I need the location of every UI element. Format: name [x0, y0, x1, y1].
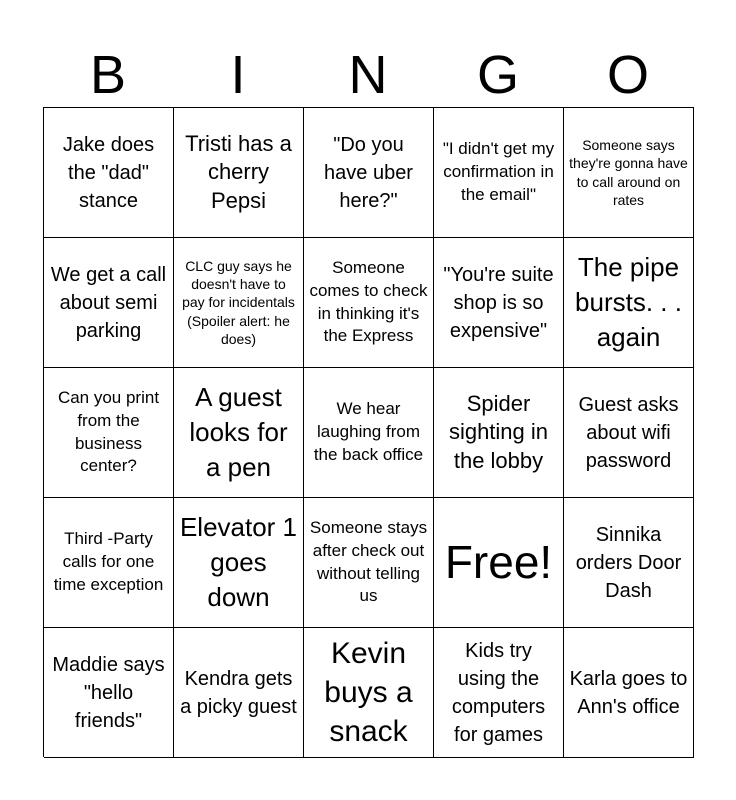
free-space-cell[interactable]: Free! — [434, 498, 564, 628]
bingo-cell[interactable]: Elevator 1 goes down — [174, 498, 304, 628]
bingo-cell[interactable]: Third -Party calls for one time exception — [44, 498, 174, 628]
bingo-cell[interactable]: We get a call about semi parking — [44, 238, 174, 368]
header-letter-i: I — [230, 45, 246, 105]
bingo-cell[interactable]: Sinnika orders Door Dash — [564, 498, 694, 628]
header-letter-b: B — [89, 45, 127, 105]
bingo-cell[interactable]: "Do you have uber here?" — [304, 108, 434, 238]
header-letter-g: G — [476, 45, 519, 105]
bingo-cell[interactable]: Someone comes to check in thinking it's the Express — [304, 238, 434, 368]
bingo-cell[interactable]: The pipe bursts. . . again — [564, 238, 694, 368]
bingo-cell[interactable]: Someone says they're gonna have to call around on rates — [564, 108, 694, 238]
bingo-cell[interactable]: Spider sighting in the lobby — [434, 368, 564, 498]
bingo-cell[interactable]: Karla goes to Ann's office — [564, 628, 694, 758]
bingo-header — [43, 44, 693, 106]
bingo-cell[interactable]: We hear laughing from the back office — [304, 368, 434, 498]
bingo-cell[interactable]: "You're suite shop is so expensive" — [434, 238, 564, 368]
bingo-cell[interactable]: Jake does the "dad" stance — [44, 108, 174, 238]
bingo-cell[interactable]: Can you print from the business center? — [44, 368, 174, 498]
bingo-cell[interactable]: Kevin buys a snack — [304, 628, 434, 758]
bingo-cell[interactable]: Maddie says "hello friends" — [44, 628, 174, 758]
header-letter-o: O — [606, 45, 649, 105]
bingo-cell[interactable]: CLC guy says he doesn't have to pay for incidentals (Spoiler alert: he does) — [174, 238, 304, 368]
bingo-cell[interactable]: "I didn't get my confirmation in the email" — [434, 108, 564, 238]
header-letter-n: N — [348, 45, 388, 105]
bingo-grid — [43, 107, 694, 757]
bingo-cell[interactable]: Tristi has a cherry Pepsi — [174, 108, 304, 238]
bingo-cell[interactable]: Kendra gets a picky guest — [174, 628, 304, 758]
bingo-cell[interactable]: Guest asks about wifi password — [564, 368, 694, 498]
bingo-cell[interactable]: Someone stays after check out without telling us — [304, 498, 434, 628]
bingo-cell[interactable]: A guest looks for a pen — [174, 368, 304, 498]
bingo-cell[interactable]: Kids try using the computers for games — [434, 628, 564, 758]
